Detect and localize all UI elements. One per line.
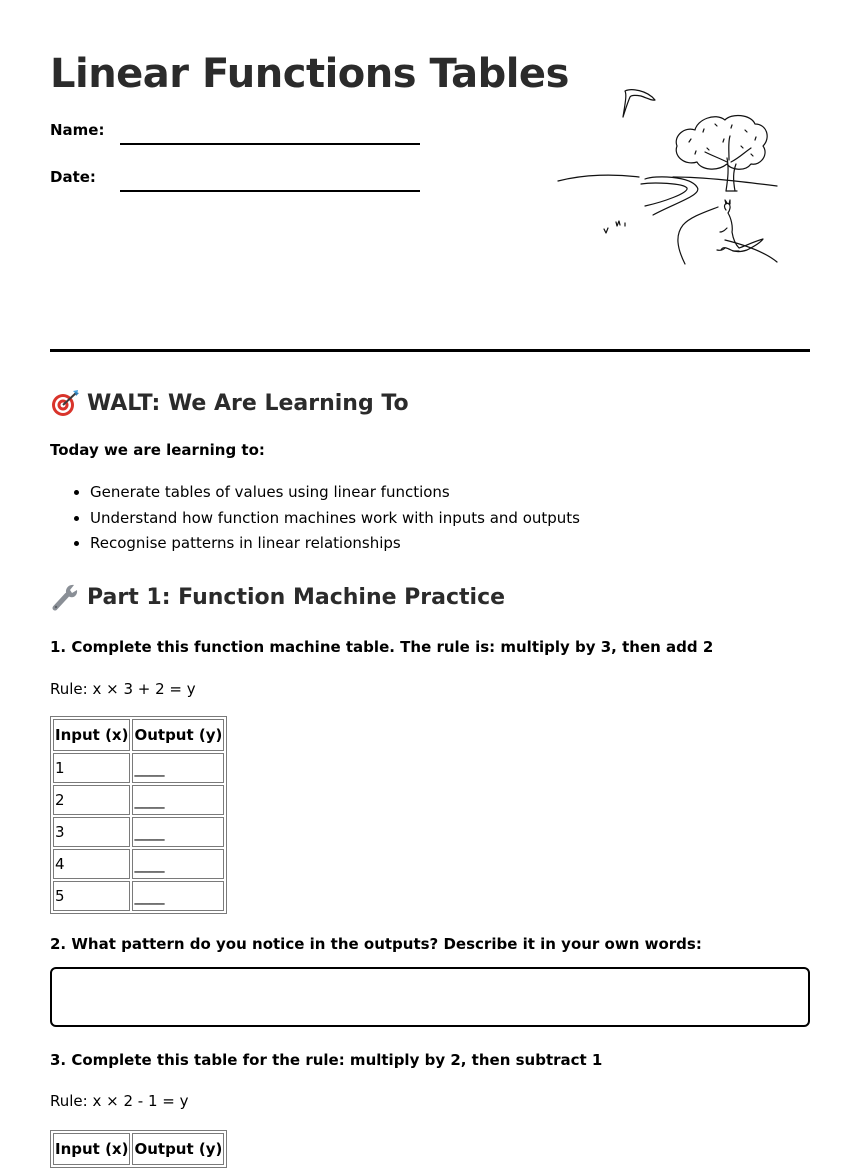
header-divider [50,349,810,352]
function-table-2 [50,1130,227,1168]
date-field [50,168,96,186]
table-row [53,849,224,879]
input-cell: 2 [53,785,130,815]
input-column-header: Input (x) [53,719,130,751]
table-row [53,785,224,815]
output-blank[interactable]: ____ [132,753,224,783]
table-header-row [53,1133,224,1165]
question-3-rule: Rule: x × 2 - 1 = y [50,1092,189,1110]
output-blank[interactable]: ____ [132,785,224,815]
road-icon [641,177,777,264]
table-row [53,817,224,847]
date-input-line[interactable] [120,190,420,192]
table-row [53,881,224,911]
walt-heading-text: WALT: We Are Learning To [87,390,409,416]
output-blank[interactable]: ____ [132,817,224,847]
date-label: Date: [50,168,96,186]
input-column-header: Input (x) [53,1133,130,1165]
grass-icon [604,221,625,233]
walt-heading [50,388,409,418]
name-field [50,121,104,139]
output-column-header: Output (y) [132,1133,224,1165]
output-column-header: Output (y) [132,719,224,751]
question-1: 1. Complete this function machine table. The rule is: multiply by 3, then add 2 [50,638,714,656]
wrench-icon [50,582,80,612]
part1-heading [50,582,505,612]
name-input-line[interactable] [120,143,420,145]
input-cell: 1 [53,753,130,783]
page-title: Linear Functions Tables [50,51,569,97]
input-cell: 4 [53,849,130,879]
list-item: • Generate tables of values using linear functions [90,480,580,506]
walt-intro: Today we are learning to: [50,441,265,459]
output-blank[interactable]: ____ [132,849,224,879]
input-cell: 5 [53,881,130,911]
question-3: 3. Complete this table for the rule: multiply by 2, then subtract 1 [50,1051,603,1069]
output-blank[interactable]: ____ [132,881,224,911]
table-row [53,753,224,783]
question-2: 2. What pattern do you notice in the outputs? Describe it in your own words: [50,935,702,953]
outback-illustration [555,80,790,275]
table-header-row [53,719,224,751]
input-cell: 3 [53,817,130,847]
list-item: • Understand how function machines work with inputs and outputs [90,506,580,532]
question-1-rule: Rule: x × 3 + 2 = y [50,680,196,698]
pattern-answer-box[interactable] [50,967,810,1027]
name-label: Name: [50,121,105,139]
target-dart-icon [50,388,80,418]
list-item: • Recognise patterns in linear relationships [90,531,580,557]
boomerang-icon [623,90,655,117]
walt-goals-list [50,480,580,557]
part1-heading-text: Part 1: Function Machine Practice [87,584,506,610]
function-table-1 [50,716,227,914]
